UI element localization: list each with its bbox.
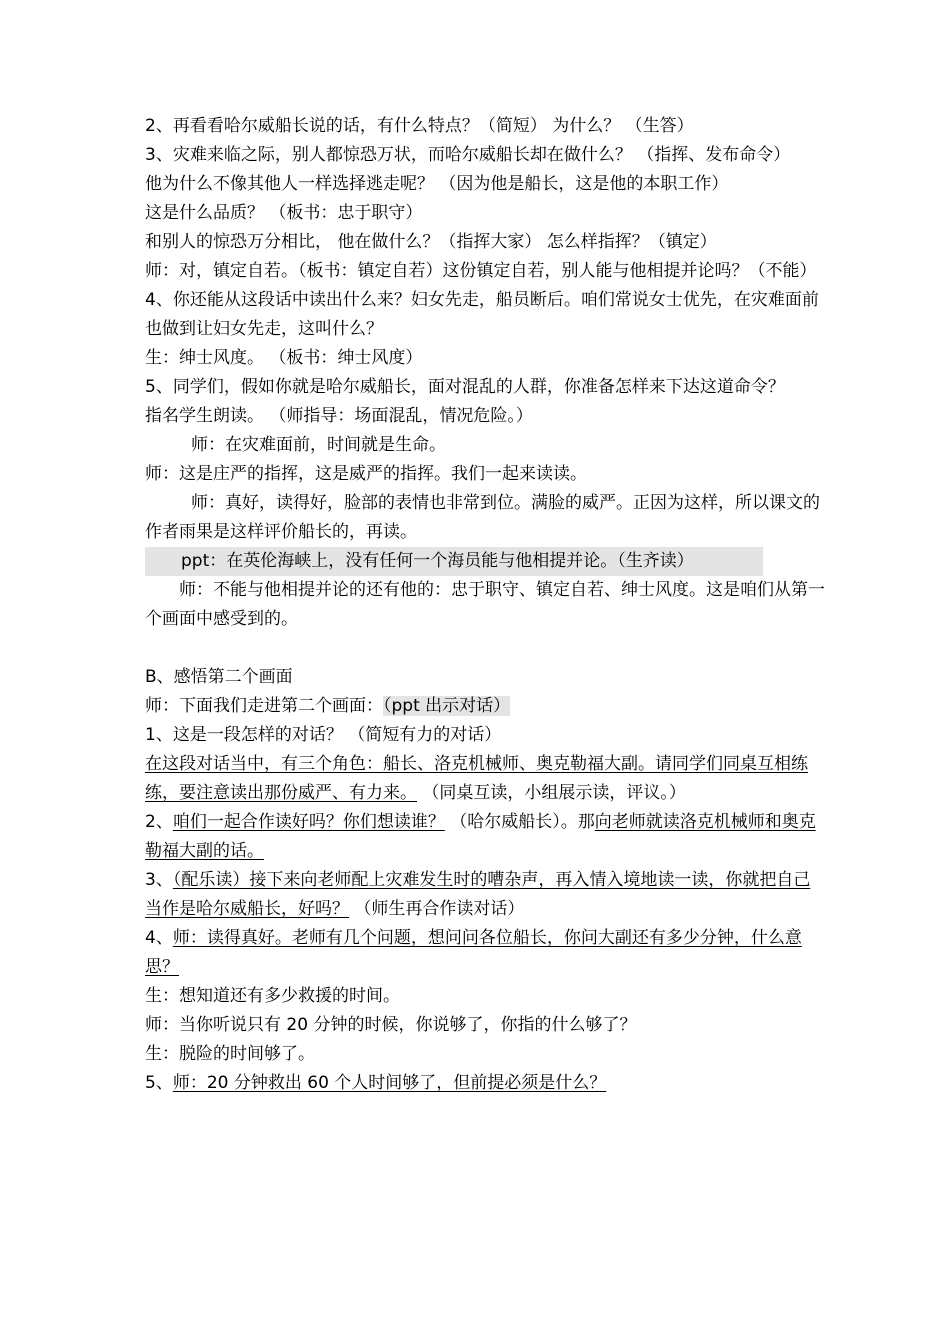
paragraph-3: 3、灾难来临之际，别人都惊恐万状，而哈尔威船长却在做什么？ （指挥、发布命令） xyxy=(145,145,791,165)
document-body xyxy=(145,112,825,1098)
paragraph-dialogue-3 xyxy=(145,866,825,924)
ppt-dialogue-highlight: （ppt 出示对话） xyxy=(383,696,511,716)
ppt-quote-highlight: ppt：在英伦海峡上，没有任何一个海员能与他相提并论。（生齐读） xyxy=(145,547,763,576)
paragraph-compare: 和别人的惊恐万分相比， 他在做什么？（指挥大家） 怎么样指挥？（镇定） xyxy=(145,232,717,252)
paragraph-time-is-life: 师：在灾难面前，时间就是生命。 xyxy=(191,435,446,455)
paragraph-roles xyxy=(145,750,825,808)
paragraph-enter-second xyxy=(145,692,825,721)
dialogue-3-note: （师生再合作读对话） xyxy=(349,899,525,919)
paragraph-4: 4、你还能从这段话中读出什么来？妇女先走，船员断后。咱们常说女士优先，在灾难面前也做到让妇女先走，这叫什么？ xyxy=(145,290,819,339)
paragraph-summary xyxy=(145,576,825,634)
paragraph-2: 2、再看看哈尔威船长说的话，有什么特点？（简短） 为什么？ （生答） xyxy=(145,116,694,136)
paragraph-student-rescue-time: 生：想知道还有多少救援的时间。 xyxy=(145,986,400,1006)
dialogue-2-teacher-reads: 向老师就读洛克机械师和奥克勒福大副的话。 xyxy=(145,812,816,861)
blank-line xyxy=(145,634,825,663)
paragraph-quality: 这是什么品质？ （板书：忠于职守） xyxy=(145,203,423,223)
dialogue-4-underlined: 师：读得真好。老师有几个问题，想问问各位船长，你问大副还有多少分钟，什么意思？ xyxy=(145,928,802,977)
dialogue-2-question: 咱们一起合作读好吗？你们想读谁？ xyxy=(172,812,445,832)
paragraph-dialogue-5 xyxy=(145,1069,825,1098)
paragraph-why-not-flee: 他为什么不像其他人一样选择逃走呢？ （因为他是船长，这是他的本职工作） xyxy=(145,174,729,194)
dialogue-2-answer: （哈尔威船长）。那 xyxy=(444,812,595,832)
summary-text: 师：不能与他相提并论的还有他的：忠于职守、镇定自若、绅士风度。这是咱们从第一个画面中感受到的。 xyxy=(145,580,825,629)
paragraph-read-aloud: 指名学生朗读。 （师指导：场面混乱，情况危险。） xyxy=(145,406,533,426)
paragraph-student-gentleman: 生：绅士风度。 （板书：绅士风度） xyxy=(145,348,423,368)
well-read-text: 师：真好，读得好，脸部的表情也非常到位。满脸的威严。正因为这样，所以课文的作者雨果是这样评价船长的，再读。 xyxy=(145,493,820,542)
dialogue-4-number: 4、 xyxy=(145,928,173,948)
dialogue-3-number: 3、 xyxy=(145,870,173,890)
roles-note: （同桌互读，小组展示读，评议。） xyxy=(417,783,686,803)
dialogue-5-number: 5、 xyxy=(145,1073,173,1093)
paragraph-dialogue-1: 1、这是一段怎样的对话？ （简短有力的对话） xyxy=(145,725,502,745)
paragraph-well-read xyxy=(145,489,825,547)
dialogue-2-number: 2、 xyxy=(145,812,173,832)
paragraph-teacher-calm: 师：对，镇定自若。（板书：镇定自若）这份镇定自若，别人能与他相提并论吗？（不能） xyxy=(145,261,817,281)
paragraph-student-escape-time: 生：脱险的时间够了。 xyxy=(145,1044,315,1064)
paragraph-solemn-command: 师：这是庄严的指挥，这是威严的指挥。我们一起来读读。 xyxy=(145,464,587,484)
roles-underlined: 在这段对话当中，有三个角色：船长、洛克机械师、奥克勒福大副。请同学们同桌互相练练，要注意读出那份威严、有力来。 xyxy=(145,754,808,803)
paragraph-dialogue-2 xyxy=(145,808,825,866)
paragraph-dialogue-4 xyxy=(145,924,825,982)
paragraph-5: 5、同学们，假如你就是哈尔威船长，面对混乱的人群，你准备怎样来下达这道命令？ xyxy=(145,377,785,397)
paragraph-ppt-quote xyxy=(145,547,825,576)
dialogue-3-underlined: （配乐读）接下来向老师配上灾难发生时的嘈杂声，再入情入境地读一读，你就把自己当作是哈尔威船长，好吗？ xyxy=(145,870,811,919)
enter-second-text: 师：下面我们走进第二个画面： xyxy=(145,696,383,716)
section-heading-b: B、感悟第二个画面 xyxy=(145,667,293,687)
dialogue-5-underlined: 师：20 分钟救出 60 个人时间够了，但前提必须是什么？ xyxy=(172,1073,607,1093)
paragraph-teacher-20-min: 师：当你听说只有 20 分钟的时候，你说够了，你指的什么够了？ xyxy=(145,1015,637,1035)
